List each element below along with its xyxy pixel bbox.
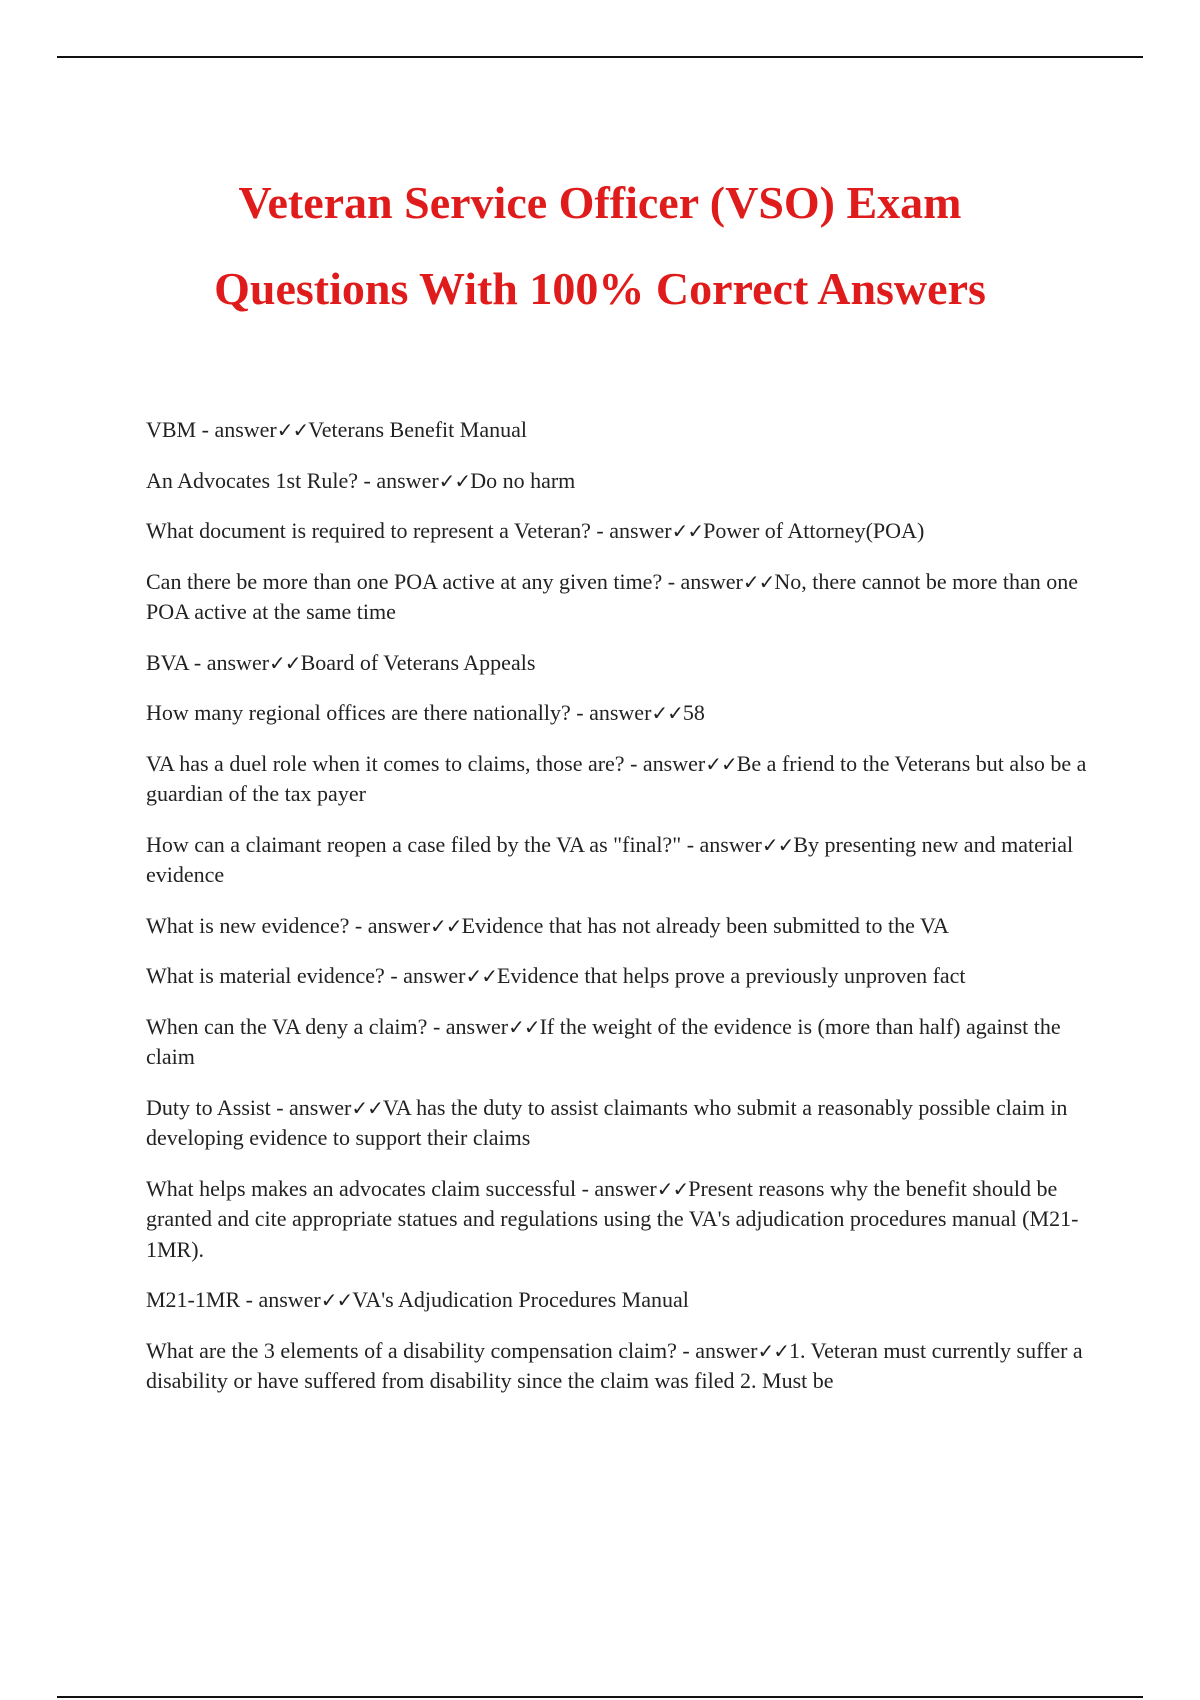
check-mark-icon: ✓✓ xyxy=(465,964,497,988)
answer-text: VA's Adjudication Procedures Manual xyxy=(352,1287,689,1312)
qa-item xyxy=(146,567,1096,628)
answer-text: Power of Attorney(POA) xyxy=(703,518,925,543)
answer-separator: - answer xyxy=(662,568,743,594)
answer-separator: - answer xyxy=(576,1175,657,1201)
check-mark-icon: ✓✓ xyxy=(742,569,775,594)
check-mark-icon: ✓✓ xyxy=(671,519,704,543)
question-text: When can the VA deny a claim? xyxy=(146,1013,428,1039)
qa-item xyxy=(146,1285,1096,1316)
check-mark-icon: ✓✓ xyxy=(761,832,794,857)
title-line-2: Questions With 100% Correct Answers xyxy=(214,263,986,314)
top-rule xyxy=(57,56,1143,58)
answer-text: VA has the duty to assist claimants who submit a reasonably possible claim in developing evidence to support their claims xyxy=(146,1094,1068,1150)
check-mark-icon: ✓✓ xyxy=(705,751,737,776)
answer-separator: - answer xyxy=(681,831,762,857)
qa-item xyxy=(146,830,1096,891)
answer-text: Present reasons why the benefit should be granted and cite appropriate statues and regulations using the VA's adjudication procedures manual (M21-1MR). xyxy=(146,1175,1079,1262)
check-mark-icon: ✓✓ xyxy=(430,913,462,938)
question-text: VBM xyxy=(146,417,197,442)
qa-item xyxy=(146,1336,1096,1397)
answer-separator: - answer xyxy=(358,467,439,493)
question-text: Duty to Assist xyxy=(146,1094,271,1120)
question-text: What is new evidence? xyxy=(146,912,350,938)
qa-item xyxy=(146,516,1096,547)
qa-item xyxy=(146,1093,1096,1154)
question-text: An Advocates 1st Rule? xyxy=(146,467,359,493)
answer-separator: - answer xyxy=(570,700,652,725)
title-line-1: Veteran Service Officer (VSO) Exam xyxy=(238,177,962,228)
check-mark-icon: ✓✓ xyxy=(276,418,309,442)
document-title xyxy=(0,160,1200,332)
answer-text: 1. Veteran must currently suffer a disability or have suffered from disability since the claim was filed 2. Must be xyxy=(146,1337,1083,1393)
check-mark-icon: ✓✓ xyxy=(351,1095,383,1120)
check-mark-icon: ✓✓ xyxy=(320,1288,353,1312)
answer-separator: - answer xyxy=(188,649,270,675)
answer-separator: - answer xyxy=(270,1094,352,1120)
answer-text: By presenting new and material evidence xyxy=(146,831,1074,887)
answer-separator: - answer xyxy=(427,1013,509,1039)
answer-text: Do no harm xyxy=(470,467,576,493)
qa-list xyxy=(146,415,1096,1417)
question-text: How can a claimant reopen a case filed by the VA as "final?" xyxy=(146,831,682,857)
question-text: What helps makes an advocates claim successful xyxy=(146,1175,577,1201)
qa-item xyxy=(146,415,1096,446)
answer-text: If the weight of the evidence is (more than half) against the claim xyxy=(146,1013,1061,1069)
check-mark-icon: ✓✓ xyxy=(651,701,683,725)
answer-separator: - answer xyxy=(624,750,706,776)
answer-separator: - answer xyxy=(349,912,431,938)
answer-separator: - answer xyxy=(676,1337,758,1363)
answer-text: Be a friend to the Veterans but also be a guardian of the tax payer xyxy=(146,750,1087,806)
answer-separator: - answer xyxy=(240,1287,321,1312)
qa-item xyxy=(146,911,1096,942)
question-text: What is material evidence? xyxy=(146,963,385,988)
answer-text: Board of Veterans Appeals xyxy=(300,649,536,675)
answer-text: 58 xyxy=(682,700,705,725)
question-text: Can there be more than one POA active at any given time? xyxy=(146,568,663,594)
answer-separator: - answer xyxy=(384,963,466,988)
answer-separator: - answer xyxy=(590,518,672,543)
qa-item xyxy=(146,698,1096,729)
qa-item xyxy=(146,749,1096,810)
question-text: BVA xyxy=(146,649,189,675)
check-mark-icon: ✓✓ xyxy=(508,1014,540,1039)
check-mark-icon: ✓✓ xyxy=(757,1338,790,1363)
check-mark-icon: ✓✓ xyxy=(656,1176,689,1201)
qa-item xyxy=(146,1012,1096,1073)
qa-item xyxy=(146,961,1096,992)
answer-separator: - answer xyxy=(196,417,277,442)
answer-text: Veterans Benefit Manual xyxy=(308,417,527,442)
qa-item xyxy=(146,466,1096,497)
question-text: What are the 3 elements of a disability compensation claim? xyxy=(146,1337,677,1363)
check-mark-icon: ✓✓ xyxy=(269,650,301,675)
answer-text: Evidence that helps prove a previously unproven fact xyxy=(496,963,966,988)
answer-text: No, there cannot be more than one POA active at the same time xyxy=(146,568,1078,624)
question-text: VA has a duel role when it comes to claims, those are? xyxy=(146,750,625,776)
bottom-rule xyxy=(57,1696,1143,1698)
question-text: How many regional offices are there nationally? xyxy=(146,700,571,725)
qa-item xyxy=(146,648,1096,679)
question-text: What document is required to represent a Veteran? xyxy=(146,518,591,543)
qa-item xyxy=(146,1174,1096,1266)
question-text: M21-1MR xyxy=(146,1287,241,1312)
check-mark-icon: ✓✓ xyxy=(438,468,471,493)
answer-text: Evidence that has not already been submitted to the VA xyxy=(461,912,949,938)
